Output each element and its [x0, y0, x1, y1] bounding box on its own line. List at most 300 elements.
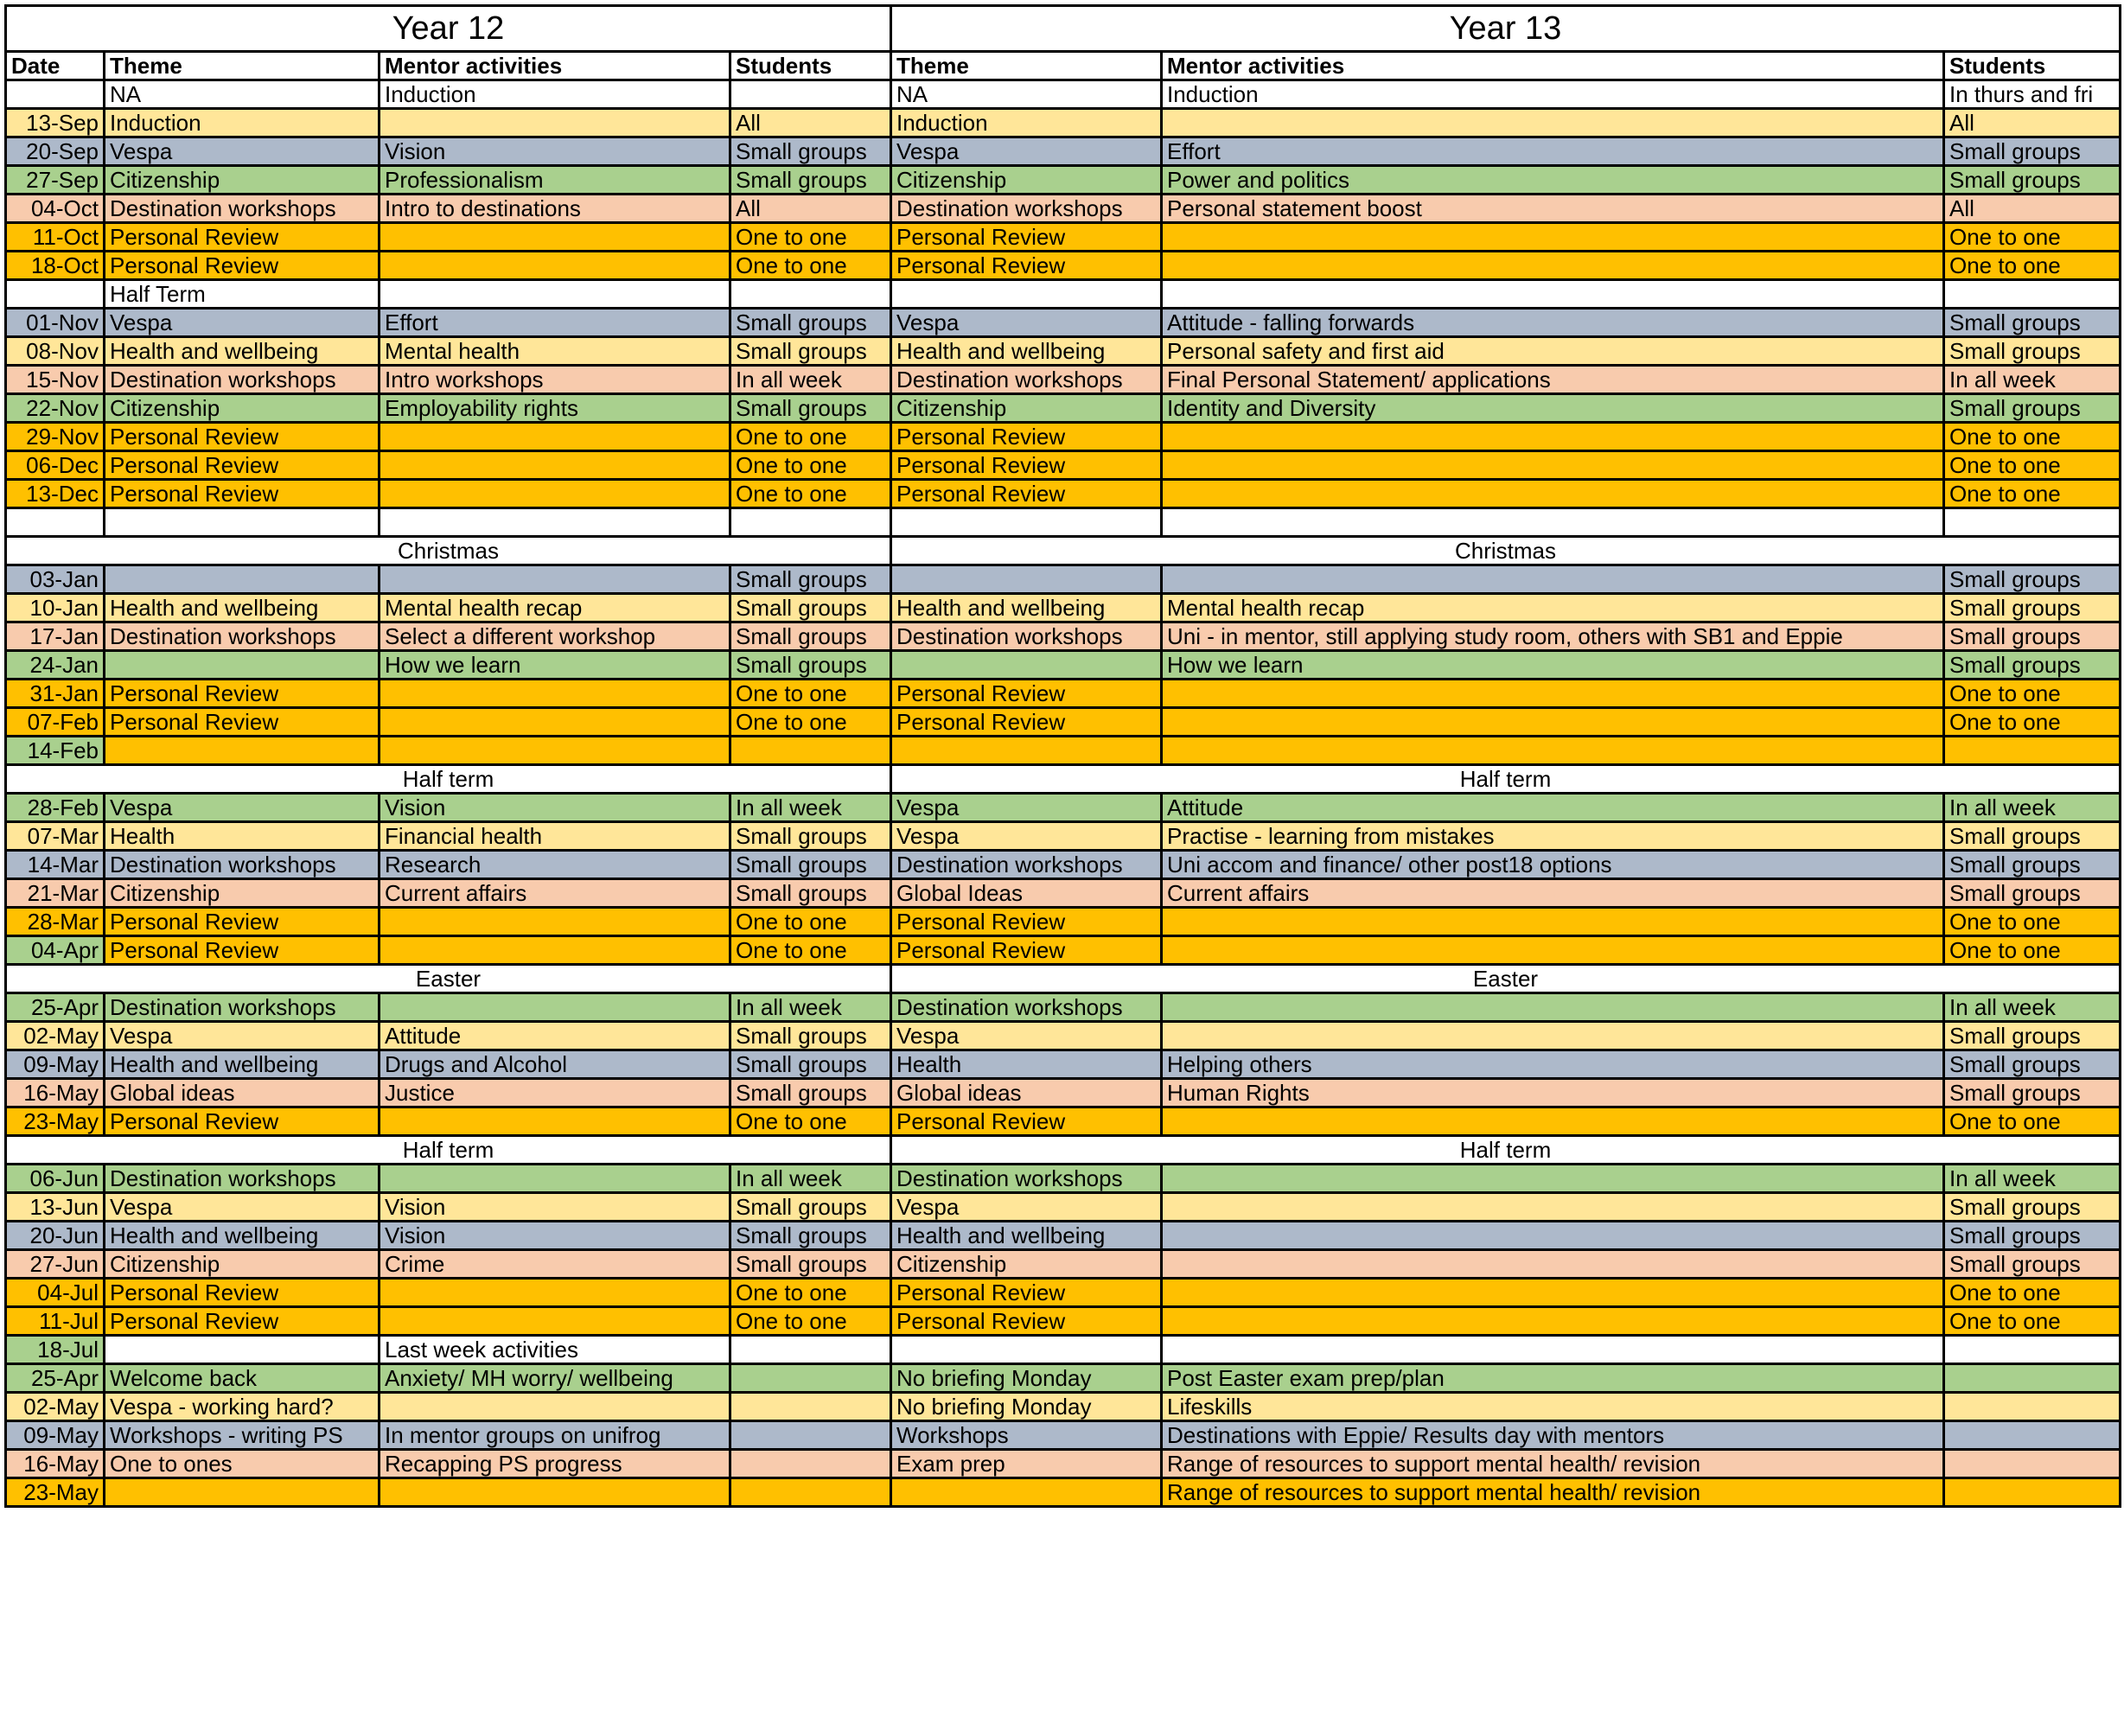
y12-theme-cell[interactable]: Destination workshops	[105, 851, 380, 879]
y12-students-cell[interactable]: One to one	[730, 680, 891, 708]
y12-break-label[interactable]: Half term	[6, 765, 891, 794]
y12-theme-cell[interactable]: Personal Review	[105, 480, 380, 508]
date-cell[interactable]: 18-Jul	[6, 1336, 105, 1364]
y12-students-cell[interactable]: In all week	[730, 366, 891, 394]
y12-mentor-activities-cell[interactable]	[380, 708, 730, 737]
y12-students-cell[interactable]	[730, 1421, 891, 1450]
y12-mentor-activities-cell[interactable]: Mental health	[380, 337, 730, 366]
date-cell[interactable]	[6, 280, 105, 309]
y12-students-cell[interactable]: In all week	[730, 794, 891, 822]
y13-theme-cell[interactable]: Personal Review	[891, 451, 1162, 480]
y13-mentor-activities-cell[interactable]	[1162, 708, 1944, 737]
y13-students-cell[interactable]: One to one	[1944, 708, 2121, 737]
y12-students-cell[interactable]: One to one	[730, 252, 891, 280]
date-cell[interactable]: 09-May	[6, 1421, 105, 1450]
y13-theme-cell[interactable]: Global Ideas	[891, 879, 1162, 908]
y13-mentor-activities-cell[interactable]	[1162, 480, 1944, 508]
y12-students-cell[interactable]: Small groups	[730, 1250, 891, 1279]
y12-students-cell[interactable]: Small groups	[730, 822, 891, 851]
y13-mentor-activities-cell[interactable]	[1162, 109, 1944, 137]
y12-students-cell[interactable]	[730, 80, 891, 109]
y13-students-cell[interactable]: Small groups	[1944, 622, 2121, 651]
y13-students-cell[interactable]: Small groups	[1944, 1079, 2121, 1107]
y13-mentor-activities-cell[interactable]: Power and politics	[1162, 166, 1944, 195]
y13-mentor-activities-cell[interactable]: Lifeskills	[1162, 1393, 1944, 1421]
y13-theme-cell[interactable]: Personal Review	[891, 908, 1162, 936]
y13-theme-cell[interactable]: Personal Review	[891, 936, 1162, 965]
header-y12-students[interactable]: Students	[730, 52, 891, 80]
y12-mentor-activities-cell[interactable]	[380, 993, 730, 1022]
y13-theme-cell[interactable]: Destination workshops	[891, 622, 1162, 651]
date-cell[interactable]: 07-Feb	[6, 708, 105, 737]
y13-mentor-activities-cell[interactable]	[1162, 1279, 1944, 1307]
y12-mentor-activities-cell[interactable]: Mental health recap	[380, 594, 730, 622]
y13-break-label[interactable]: Half term	[891, 1136, 2121, 1165]
date-cell[interactable]: 06-Jun	[6, 1165, 105, 1193]
date-cell[interactable]: 31-Jan	[6, 680, 105, 708]
y13-theme-cell[interactable]	[891, 565, 1162, 594]
y12-mentor-activities-cell[interactable]	[380, 1107, 730, 1136]
y12-theme-cell[interactable]: Personal Review	[105, 708, 380, 737]
y12-students-cell[interactable]	[730, 737, 891, 765]
y12-students-cell[interactable]: Small groups	[730, 1022, 891, 1050]
y13-mentor-activities-cell[interactable]	[1162, 1165, 1944, 1193]
date-cell[interactable]: 04-Apr	[6, 936, 105, 965]
y13-mentor-activities-cell[interactable]	[1162, 565, 1944, 594]
y13-mentor-activities-cell[interactable]	[1162, 1250, 1944, 1279]
y12-theme-cell[interactable]: Destination workshops	[105, 622, 380, 651]
date-cell[interactable]: 22-Nov	[6, 394, 105, 423]
date-cell[interactable]: 06-Dec	[6, 451, 105, 480]
y12-students-cell[interactable]: Small groups	[730, 1193, 891, 1222]
y13-theme-cell[interactable]: Personal Review	[891, 1307, 1162, 1336]
y12-theme-cell[interactable]: Vespa	[105, 1022, 380, 1050]
y12-mentor-activities-cell[interactable]	[380, 936, 730, 965]
y12-students-cell[interactable]: One to one	[730, 451, 891, 480]
y13-break-label[interactable]: Easter	[891, 965, 2121, 993]
y13-mentor-activities-cell[interactable]: Effort	[1162, 137, 1944, 166]
y12-theme-cell[interactable]: Citizenship	[105, 879, 380, 908]
y12-theme-cell[interactable]: Half Term	[105, 280, 380, 309]
y13-theme-cell[interactable]: Personal Review	[891, 423, 1162, 451]
y12-students-cell[interactable]: Small groups	[730, 166, 891, 195]
y13-break-label[interactable]: Christmas	[891, 537, 2121, 565]
y12-mentor-activities-cell[interactable]	[380, 1393, 730, 1421]
y12-students-cell[interactable]: Small groups	[730, 1222, 891, 1250]
header-y13-theme[interactable]: Theme	[891, 52, 1162, 80]
date-cell[interactable]: 16-May	[6, 1450, 105, 1478]
y13-students-cell[interactable]	[1944, 1478, 2121, 1507]
y12-theme-cell[interactable]: Citizenship	[105, 166, 380, 195]
y13-students-cell[interactable]: All	[1944, 109, 2121, 137]
y12-theme-cell[interactable]: Personal Review	[105, 680, 380, 708]
date-cell[interactable]: 16-May	[6, 1079, 105, 1107]
y13-theme-cell[interactable]: Exam prep	[891, 1450, 1162, 1478]
y12-theme-cell[interactable]: Citizenship	[105, 394, 380, 423]
y12-mentor-activities-cell[interactable]	[380, 737, 730, 765]
y12-students-cell[interactable]: One to one	[730, 423, 891, 451]
y12-theme-cell[interactable]: Health and wellbeing	[105, 1222, 380, 1250]
y12-theme-cell[interactable]	[105, 1478, 380, 1507]
y12-mentor-activities-cell[interactable]	[380, 508, 730, 537]
y12-students-cell[interactable]	[730, 1450, 891, 1478]
y13-theme-cell[interactable]	[891, 737, 1162, 765]
y13-students-cell[interactable]: Small groups	[1944, 166, 2121, 195]
y13-mentor-activities-cell[interactable]: Attitude	[1162, 794, 1944, 822]
y12-mentor-activities-cell[interactable]: Employability rights	[380, 394, 730, 423]
y12-theme-cell[interactable]	[105, 651, 380, 680]
y13-mentor-activities-cell[interactable]	[1162, 1307, 1944, 1336]
date-cell[interactable]: 29-Nov	[6, 423, 105, 451]
date-cell[interactable]: 09-May	[6, 1050, 105, 1079]
y12-theme-cell[interactable]: Vespa - working hard?	[105, 1393, 380, 1421]
y13-theme-cell[interactable]: Personal Review	[891, 480, 1162, 508]
y12-mentor-activities-cell[interactable]: Intro to destinations	[380, 195, 730, 223]
y13-mentor-activities-cell[interactable]	[1162, 223, 1944, 252]
y12-theme-cell[interactable]: Global ideas	[105, 1079, 380, 1107]
y12-mentor-activities-cell[interactable]: Last week activities	[380, 1336, 730, 1364]
y13-theme-cell[interactable]	[891, 280, 1162, 309]
date-cell[interactable]: 28-Mar	[6, 908, 105, 936]
y12-students-cell[interactable]: Small groups	[730, 309, 891, 337]
y13-theme-cell[interactable]: Vespa	[891, 309, 1162, 337]
y13-students-cell[interactable]: Small groups	[1944, 1193, 2121, 1222]
y12-students-cell[interactable]: One to one	[730, 223, 891, 252]
date-cell[interactable]: 07-Mar	[6, 822, 105, 851]
y13-mentor-activities-cell[interactable]: Attitude - falling forwards	[1162, 309, 1944, 337]
header-y12-mentor-activities[interactable]: Mentor activities	[380, 52, 730, 80]
y12-students-cell[interactable]: Small groups	[730, 337, 891, 366]
y13-students-cell[interactable]: One to one	[1944, 423, 2121, 451]
y12-theme-cell[interactable]	[105, 737, 380, 765]
y13-mentor-activities-cell[interactable]: Personal statement boost	[1162, 195, 1944, 223]
y12-mentor-activities-cell[interactable]	[380, 908, 730, 936]
y12-mentor-activities-cell[interactable]: Crime	[380, 1250, 730, 1279]
y13-students-cell[interactable]: In all week	[1944, 993, 2121, 1022]
y13-students-cell[interactable]: One to one	[1944, 1107, 2121, 1136]
y12-theme-cell[interactable]: Personal Review	[105, 223, 380, 252]
y13-students-cell[interactable]: Small groups	[1944, 651, 2121, 680]
y12-students-cell[interactable]	[730, 1478, 891, 1507]
y12-theme-cell[interactable]: Personal Review	[105, 936, 380, 965]
y12-students-cell[interactable]: One to one	[730, 480, 891, 508]
y13-theme-cell[interactable]	[891, 1336, 1162, 1364]
y13-theme-cell[interactable]: Vespa	[891, 1193, 1162, 1222]
y12-students-cell[interactable]: Small groups	[730, 651, 891, 680]
y12-theme-cell[interactable]: Personal Review	[105, 1307, 380, 1336]
y12-theme-cell[interactable]: Health	[105, 822, 380, 851]
y13-mentor-activities-cell[interactable]: Range of resources to support mental health/ revision	[1162, 1450, 1944, 1478]
y13-students-cell[interactable]: In all week	[1944, 366, 2121, 394]
y12-theme-cell[interactable]: Welcome back	[105, 1364, 380, 1393]
y13-mentor-activities-cell[interactable]	[1162, 508, 1944, 537]
y13-mentor-activities-cell[interactable]: Uni - in mentor, still applying study room, others with SB1 and Eppie	[1162, 622, 1944, 651]
y12-students-cell[interactable]: Small groups	[730, 622, 891, 651]
y12-mentor-activities-cell[interactable]	[380, 280, 730, 309]
header-date[interactable]: Date	[6, 52, 105, 80]
y12-mentor-activities-cell[interactable]	[380, 451, 730, 480]
y12-theme-cell[interactable]: Vespa	[105, 794, 380, 822]
y13-students-cell[interactable]: Small groups	[1944, 1222, 2121, 1250]
y12-mentor-activities-cell[interactable]	[380, 565, 730, 594]
y12-mentor-activities-cell[interactable]: Effort	[380, 309, 730, 337]
y13-theme-cell[interactable]: Health	[891, 1050, 1162, 1079]
y12-mentor-activities-cell[interactable]	[380, 1478, 730, 1507]
y12-students-cell[interactable]	[730, 1364, 891, 1393]
y13-theme-cell[interactable]: Health and wellbeing	[891, 1222, 1162, 1250]
y13-theme-cell[interactable]: Vespa	[891, 822, 1162, 851]
date-cell[interactable]	[6, 80, 105, 109]
y12-theme-cell[interactable]: Destination workshops	[105, 993, 380, 1022]
y12-theme-cell[interactable]: Personal Review	[105, 451, 380, 480]
y13-mentor-activities-cell[interactable]	[1162, 1107, 1944, 1136]
y13-students-cell[interactable]: In all week	[1944, 794, 2121, 822]
y12-mentor-activities-cell[interactable]: How we learn	[380, 651, 730, 680]
date-cell[interactable]	[6, 508, 105, 537]
y12-students-cell[interactable]	[730, 280, 891, 309]
y12-mentor-activities-cell[interactable]: Professionalism	[380, 166, 730, 195]
y13-students-cell[interactable]: Small groups	[1944, 565, 2121, 594]
y12-mentor-activities-cell[interactable]	[380, 1307, 730, 1336]
y12-theme-cell[interactable]	[105, 1336, 380, 1364]
date-cell[interactable]: 18-Oct	[6, 252, 105, 280]
y12-students-cell[interactable]: Small groups	[730, 1050, 891, 1079]
y13-mentor-activities-cell[interactable]: Helping others	[1162, 1050, 1944, 1079]
y13-students-cell[interactable]: Small groups	[1944, 879, 2121, 908]
y13-students-cell[interactable]: One to one	[1944, 908, 2121, 936]
date-cell[interactable]: 28-Feb	[6, 794, 105, 822]
y13-students-cell[interactable]: In thurs and fri	[1944, 80, 2121, 109]
y13-mentor-activities-cell[interactable]: How we learn	[1162, 651, 1944, 680]
year-12-title[interactable]: Year 12	[6, 6, 891, 52]
y12-mentor-activities-cell[interactable]	[380, 1165, 730, 1193]
y13-students-cell[interactable]: One to one	[1944, 252, 2121, 280]
y13-mentor-activities-cell[interactable]	[1162, 1336, 1944, 1364]
y13-students-cell[interactable]	[1944, 737, 2121, 765]
y12-mentor-activities-cell[interactable]: Vision	[380, 794, 730, 822]
y12-students-cell[interactable]	[730, 508, 891, 537]
y13-mentor-activities-cell[interactable]	[1162, 993, 1944, 1022]
y13-theme-cell[interactable]: Personal Review	[891, 1279, 1162, 1307]
date-cell[interactable]: 13-Sep	[6, 109, 105, 137]
y13-theme-cell[interactable]: Destination workshops	[891, 1165, 1162, 1193]
y13-students-cell[interactable]	[1944, 280, 2121, 309]
y12-students-cell[interactable]: Small groups	[730, 594, 891, 622]
y13-theme-cell[interactable]: Destination workshops	[891, 195, 1162, 223]
y13-mentor-activities-cell[interactable]	[1162, 737, 1944, 765]
y12-theme-cell[interactable]: Personal Review	[105, 423, 380, 451]
y13-mentor-activities-cell[interactable]: Range of resources to support mental health/ revision	[1162, 1478, 1944, 1507]
y13-students-cell[interactable]: Small groups	[1944, 594, 2121, 622]
y12-theme-cell[interactable]: Personal Review	[105, 908, 380, 936]
y13-theme-cell[interactable]: Destination workshops	[891, 366, 1162, 394]
y13-theme-cell[interactable]	[891, 651, 1162, 680]
date-cell[interactable]: 14-Feb	[6, 737, 105, 765]
date-cell[interactable]: 11-Jul	[6, 1307, 105, 1336]
y12-theme-cell[interactable]: Personal Review	[105, 1279, 380, 1307]
y12-students-cell[interactable]: Small groups	[730, 565, 891, 594]
y13-theme-cell[interactable]: Personal Review	[891, 1107, 1162, 1136]
date-cell[interactable]: 04-Oct	[6, 195, 105, 223]
y12-theme-cell[interactable]: One to ones	[105, 1450, 380, 1478]
y12-break-label[interactable]: Half term	[6, 1136, 891, 1165]
y13-students-cell[interactable]	[1944, 1364, 2121, 1393]
date-cell[interactable]: 13-Jun	[6, 1193, 105, 1222]
y12-theme-cell[interactable]: Personal Review	[105, 1107, 380, 1136]
y13-break-label[interactable]: Half term	[891, 765, 2121, 794]
date-cell[interactable]: 25-Apr	[6, 993, 105, 1022]
y12-mentor-activities-cell[interactable]: In mentor groups on unifrog	[380, 1421, 730, 1450]
y13-theme-cell[interactable]: Health and wellbeing	[891, 337, 1162, 366]
y12-students-cell[interactable]: One to one	[730, 908, 891, 936]
date-cell[interactable]: 08-Nov	[6, 337, 105, 366]
y13-mentor-activities-cell[interactable]	[1162, 451, 1944, 480]
y13-mentor-activities-cell[interactable]	[1162, 908, 1944, 936]
y13-mentor-activities-cell[interactable]: Practise - learning from mistakes	[1162, 822, 1944, 851]
date-cell[interactable]: 27-Sep	[6, 166, 105, 195]
date-cell[interactable]: 10-Jan	[6, 594, 105, 622]
y13-students-cell[interactable]: Small groups	[1944, 851, 2121, 879]
y12-mentor-activities-cell[interactable]	[380, 109, 730, 137]
date-cell[interactable]: 24-Jan	[6, 651, 105, 680]
y12-students-cell[interactable]: One to one	[730, 1307, 891, 1336]
y13-students-cell[interactable]: One to one	[1944, 680, 2121, 708]
y12-mentor-activities-cell[interactable]	[380, 252, 730, 280]
date-cell[interactable]: 23-May	[6, 1107, 105, 1136]
date-cell[interactable]: 14-Mar	[6, 851, 105, 879]
y13-theme-cell[interactable]: Personal Review	[891, 708, 1162, 737]
y13-mentor-activities-cell[interactable]	[1162, 1193, 1944, 1222]
y12-theme-cell[interactable]: Vespa	[105, 1193, 380, 1222]
y12-students-cell[interactable]: Small groups	[730, 851, 891, 879]
y13-students-cell[interactable]: One to one	[1944, 451, 2121, 480]
y12-theme-cell[interactable]: NA	[105, 80, 380, 109]
y12-mentor-activities-cell[interactable]: Intro workshops	[380, 366, 730, 394]
y12-students-cell[interactable]: One to one	[730, 936, 891, 965]
y13-students-cell[interactable]: Small groups	[1944, 1250, 2121, 1279]
y13-students-cell[interactable]: Small groups	[1944, 137, 2121, 166]
y12-break-label[interactable]: Christmas	[6, 537, 891, 565]
y12-theme-cell[interactable]: Induction	[105, 109, 380, 137]
y12-mentor-activities-cell[interactable]: Current affairs	[380, 879, 730, 908]
y13-mentor-activities-cell[interactable]: Personal safety and first aid	[1162, 337, 1944, 366]
y13-theme-cell[interactable]: Vespa	[891, 1022, 1162, 1050]
y13-students-cell[interactable]: One to one	[1944, 223, 2121, 252]
y13-students-cell[interactable]: One to one	[1944, 1279, 2121, 1307]
y13-mentor-activities-cell[interactable]: Destinations with Eppie/ Results day with mentors	[1162, 1421, 1944, 1450]
y13-mentor-activities-cell[interactable]: Human Rights	[1162, 1079, 1944, 1107]
y12-students-cell[interactable]: Small groups	[730, 1079, 891, 1107]
y13-students-cell[interactable]: Small groups	[1944, 822, 2121, 851]
y13-students-cell[interactable]: One to one	[1944, 936, 2121, 965]
y13-mentor-activities-cell[interactable]: Identity and Diversity	[1162, 394, 1944, 423]
y12-mentor-activities-cell[interactable]: Vision	[380, 137, 730, 166]
y13-theme-cell[interactable]: Destination workshops	[891, 993, 1162, 1022]
header-y13-mentor-activities[interactable]: Mentor activities	[1162, 52, 1944, 80]
date-cell[interactable]: 01-Nov	[6, 309, 105, 337]
y12-mentor-activities-cell[interactable]: Vision	[380, 1222, 730, 1250]
date-cell[interactable]: 23-May	[6, 1478, 105, 1507]
y12-students-cell[interactable]	[730, 1336, 891, 1364]
y13-theme-cell[interactable]: Personal Review	[891, 680, 1162, 708]
y13-theme-cell[interactable]	[891, 508, 1162, 537]
y13-mentor-activities-cell[interactable]	[1162, 1222, 1944, 1250]
y13-theme-cell[interactable]: No briefing Monday	[891, 1393, 1162, 1421]
y12-theme-cell[interactable]: Health and wellbeing	[105, 1050, 380, 1079]
y12-mentor-activities-cell[interactable]: Anxiety/ MH worry/ wellbeing	[380, 1364, 730, 1393]
y12-students-cell[interactable]: One to one	[730, 708, 891, 737]
y13-theme-cell[interactable]: Personal Review	[891, 223, 1162, 252]
y13-theme-cell[interactable]	[891, 1478, 1162, 1507]
y13-students-cell[interactable]: Small groups	[1944, 309, 2121, 337]
y13-students-cell[interactable]	[1944, 508, 2121, 537]
y12-students-cell[interactable]: Small groups	[730, 879, 891, 908]
y12-mentor-activities-cell[interactable]: Select a different workshop	[380, 622, 730, 651]
y12-mentor-activities-cell[interactable]: Financial health	[380, 822, 730, 851]
y12-theme-cell[interactable]: Destination workshops	[105, 1165, 380, 1193]
y13-mentor-activities-cell[interactable]: Mental health recap	[1162, 594, 1944, 622]
y12-mentor-activities-cell[interactable]: Attitude	[380, 1022, 730, 1050]
y12-mentor-activities-cell[interactable]: Drugs and Alcohol	[380, 1050, 730, 1079]
y12-theme-cell[interactable]: Vespa	[105, 137, 380, 166]
y13-mentor-activities-cell[interactable]	[1162, 936, 1944, 965]
header-y13-students[interactable]: Students	[1944, 52, 2121, 80]
y12-theme-cell[interactable]: Health and wellbeing	[105, 594, 380, 622]
y13-theme-cell[interactable]: Citizenship	[891, 394, 1162, 423]
y12-break-label[interactable]: Easter	[6, 965, 891, 993]
y13-theme-cell[interactable]: Workshops	[891, 1421, 1162, 1450]
date-cell[interactable]: 11-Oct	[6, 223, 105, 252]
y12-mentor-activities-cell[interactable]	[380, 423, 730, 451]
y13-theme-cell[interactable]: Citizenship	[891, 1250, 1162, 1279]
y13-theme-cell[interactable]: Vespa	[891, 794, 1162, 822]
date-cell[interactable]: 03-Jan	[6, 565, 105, 594]
y12-students-cell[interactable]: In all week	[730, 993, 891, 1022]
date-cell[interactable]: 20-Jun	[6, 1222, 105, 1250]
y12-theme-cell[interactable]	[105, 508, 380, 537]
y12-students-cell[interactable]: One to one	[730, 1279, 891, 1307]
y12-students-cell[interactable]: All	[730, 109, 891, 137]
y13-theme-cell[interactable]: Induction	[891, 109, 1162, 137]
y13-mentor-activities-cell[interactable]	[1162, 680, 1944, 708]
y13-students-cell[interactable]: One to one	[1944, 480, 2121, 508]
year-13-title[interactable]: Year 13	[891, 6, 2121, 52]
date-cell[interactable]: 13-Dec	[6, 480, 105, 508]
y12-theme-cell[interactable]: Destination workshops	[105, 195, 380, 223]
y12-students-cell[interactable]: One to one	[730, 1107, 891, 1136]
y12-mentor-activities-cell[interactable]	[380, 480, 730, 508]
y12-mentor-activities-cell[interactable]: Justice	[380, 1079, 730, 1107]
y12-theme-cell[interactable]: Citizenship	[105, 1250, 380, 1279]
y13-theme-cell[interactable]: Personal Review	[891, 252, 1162, 280]
y13-mentor-activities-cell[interactable]: Current affairs	[1162, 879, 1944, 908]
date-cell[interactable]: 02-May	[6, 1022, 105, 1050]
y13-theme-cell[interactable]: Health and wellbeing	[891, 594, 1162, 622]
y13-students-cell[interactable]: Small groups	[1944, 1050, 2121, 1079]
y13-students-cell[interactable]: All	[1944, 195, 2121, 223]
y13-students-cell[interactable]: Small groups	[1944, 1022, 2121, 1050]
y13-mentor-activities-cell[interactable]: Final Personal Statement/ applications	[1162, 366, 1944, 394]
y13-mentor-activities-cell[interactable]: Induction	[1162, 80, 1944, 109]
date-cell[interactable]: 27-Jun	[6, 1250, 105, 1279]
y13-mentor-activities-cell[interactable]	[1162, 1022, 1944, 1050]
y13-students-cell[interactable]: Small groups	[1944, 394, 2121, 423]
y13-students-cell[interactable]: One to one	[1944, 1307, 2121, 1336]
y13-theme-cell[interactable]: NA	[891, 80, 1162, 109]
y13-students-cell[interactable]	[1944, 1421, 2121, 1450]
y12-students-cell[interactable]: Small groups	[730, 137, 891, 166]
y13-mentor-activities-cell[interactable]: Uni accom and finance/ other post18 options	[1162, 851, 1944, 879]
